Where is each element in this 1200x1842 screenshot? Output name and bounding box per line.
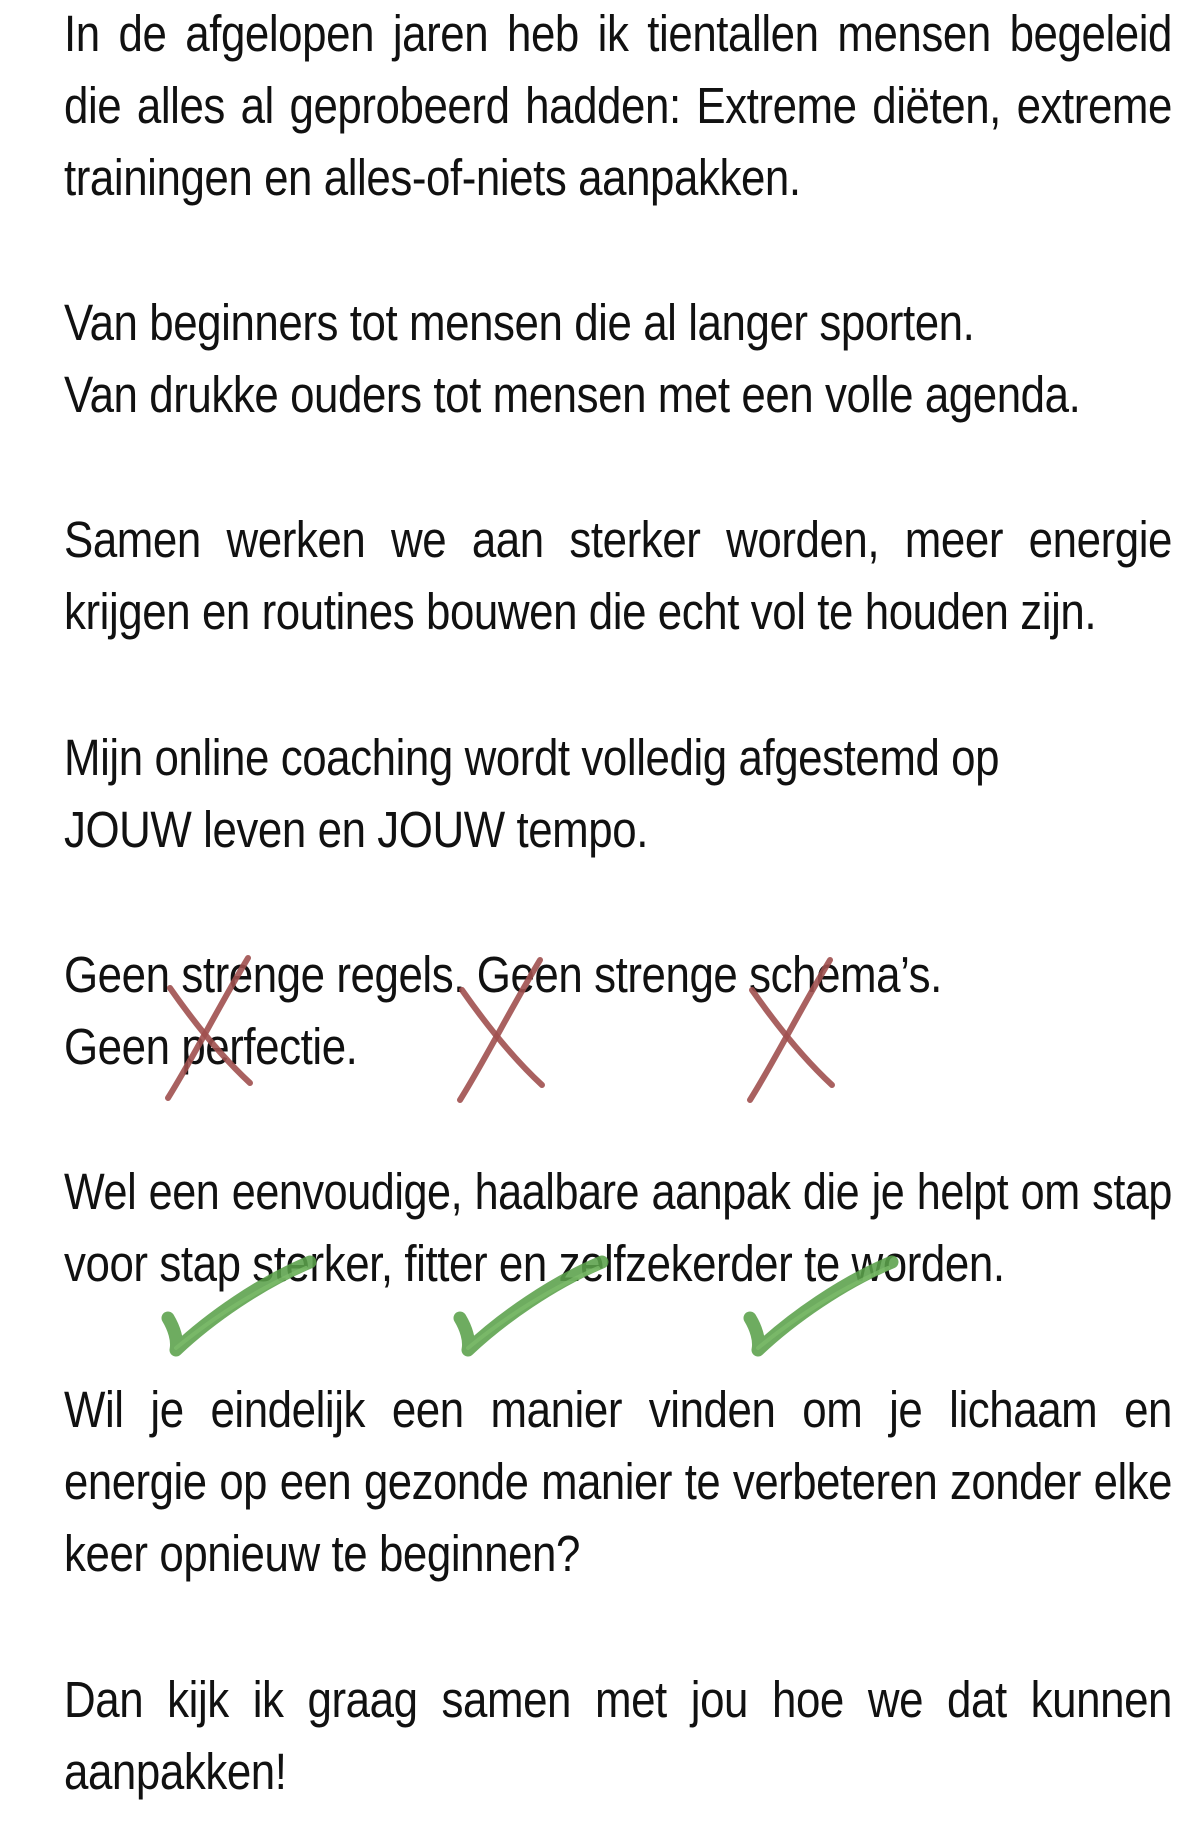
check-mark-icon: [160, 1248, 320, 1358]
text-line: energie op een gezonde manier te verbeteren zonder elke: [64, 1453, 1172, 1510]
text-line: aanpakken!: [64, 1743, 287, 1800]
cross-mark-icon: [158, 948, 258, 1108]
text-line: Van beginners tot mensen die al langer sporten.: [64, 294, 975, 351]
text-line: trainingen en alles-of-niets aanpakken.: [64, 149, 801, 206]
check-mark-icon: [452, 1248, 612, 1358]
text-line: Dan kijk ik graag samen met jou hoe we dat kunnen: [64, 1671, 1173, 1728]
cross-mark-icon: [450, 950, 550, 1110]
check-mark-icon: [742, 1248, 902, 1358]
text-line: In de afgelopen jaren heb ik tientallen mensen begeleid: [64, 5, 1173, 62]
text-line: keer opnieuw te beginnen?: [64, 1525, 580, 1582]
text-line: JOUW leven en JOUW tempo.: [64, 801, 648, 858]
text-line: Wil je eindelijk een manier vinden om je lichaam en: [64, 1381, 1172, 1438]
cross-mark-icon: [740, 950, 840, 1110]
text-line: Samen werken we aan sterker worden, meer energie: [64, 511, 1173, 568]
text-line: Geen perfectie.: [64, 1018, 358, 1075]
text-line: Wel een eenvoudige, haalbare aanpak die je helpt om stap: [64, 1163, 1173, 1220]
text-line: Van drukke ouders tot mensen met een volle agenda.: [64, 366, 1081, 423]
text-line: die alles al geprobeerd hadden: Extreme diëten, extreme: [64, 77, 1173, 134]
text-line: Mijn online coaching wordt volledig afgestemd op: [64, 729, 1000, 786]
text-line: voor stap sterker, fitter en zelfzekerder te worden.: [64, 1235, 1005, 1292]
text-line: krijgen en routines bouwen die echt vol te houden zijn.: [64, 583, 1097, 640]
text-line: Geen strenge regels. Geen strenge schema’s.: [64, 946, 942, 1003]
